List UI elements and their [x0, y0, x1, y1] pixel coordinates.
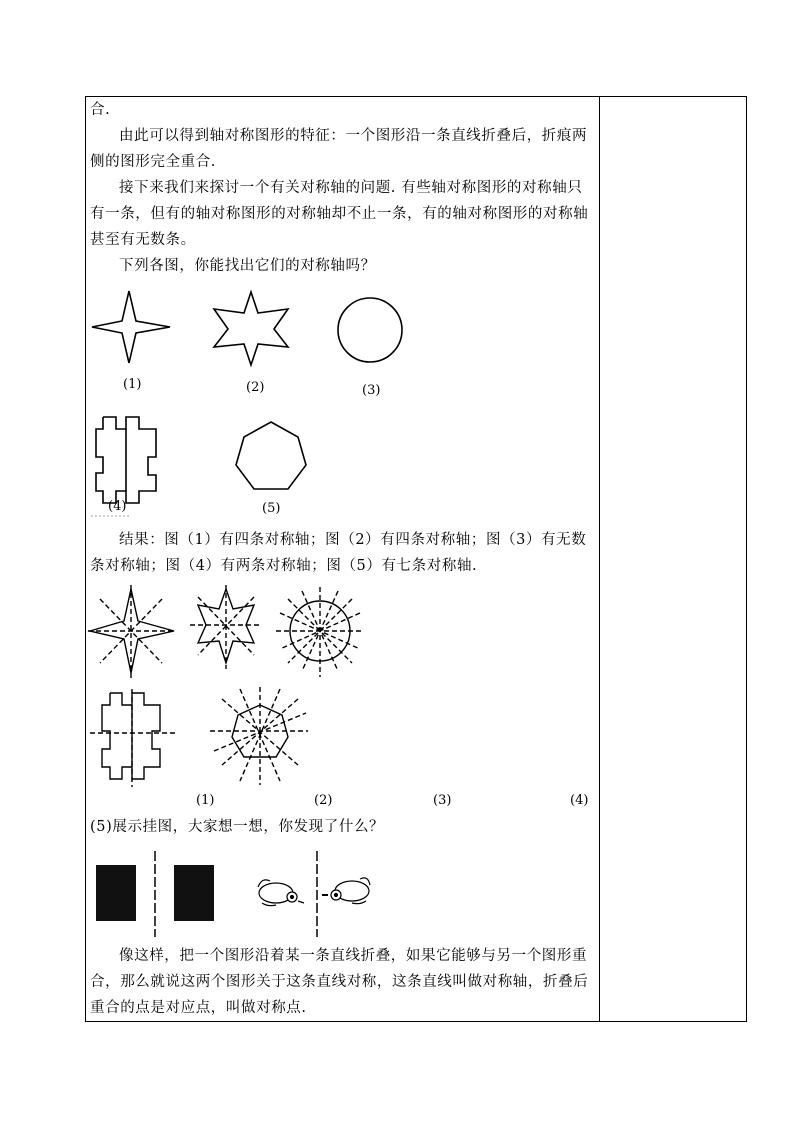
- paragraph-feature: 由此可以得到轴对称图形的特征：一个图形沿一条直线折叠后，折痕两侧的图形完全重合.: [90, 128, 588, 170]
- paragraph-definition: 像这样，把一个图形沿着某一条直线折叠，如果它能够与另一个图形重合，那么就说这两个图形关于这条直线对称，这条直线叫做对称轴，折叠后重合的点是对应点，叫做对称点.: [90, 948, 589, 1016]
- eight-star-with-axes: [190, 585, 262, 669]
- circle-shape: [338, 298, 402, 362]
- answer-figure-row-1: [86, 583, 376, 691]
- four-point-star-shape: [92, 291, 170, 363]
- answer-caption-1: (1): [196, 793, 215, 808]
- heptagon-with-axes: [210, 687, 308, 785]
- answer-figure-row-2: [86, 687, 346, 793]
- heptagon-shape: [236, 422, 306, 489]
- table-column-divider: [599, 96, 600, 1022]
- eight-point-star-shape: [214, 292, 288, 365]
- paragraph-axis-question: 接下来我们来探讨一个有关对称轴的问题. 有些轴对称图形的对称轴只有一条，但有的轴对称图形的对称轴却不止一条，有的轴对称图形的对称轴甚至有无数条。: [90, 180, 589, 248]
- paragraph-prompt: 下列各图，你能找出它们的对称轴吗？: [119, 258, 376, 274]
- figure-caption-5: (5): [262, 501, 281, 516]
- cartoon-bird-left: [258, 880, 304, 906]
- figure-caption-3: (3): [362, 383, 381, 398]
- paragraph-continuation: 合.: [90, 102, 111, 118]
- star-with-axes: [88, 585, 176, 679]
- lesson-content-cell: [86, 97, 599, 1021]
- black-rectangle-left: [96, 865, 136, 921]
- double-cross-with-axes: [90, 689, 178, 787]
- figure-caption-1: (1): [123, 377, 142, 392]
- black-rectangle-right: [174, 865, 214, 921]
- answer-caption-4: (4): [570, 793, 589, 808]
- wall-chart-figures: [86, 849, 386, 939]
- figure-caption-4: (4): [108, 499, 127, 514]
- paragraph-result: 结果：图（1）有四条对称轴；图（2）有四条对称轴；图（3）有无数条对称轴；图（4）有两条对称轴；图（5）有七条对称轴.: [90, 532, 587, 574]
- figure-row-2: [86, 415, 416, 525]
- answer-caption-2: (2): [314, 793, 333, 808]
- double-cross-shape: [96, 417, 156, 503]
- circle-with-axes: [276, 587, 364, 677]
- paragraph-wall-chart: (5)展示挂图，大家想一想，你发现了什么？: [90, 819, 385, 835]
- figure-caption-2: (2): [246, 380, 265, 395]
- answer-caption-3: (3): [433, 793, 452, 808]
- cartoon-bird-right: [331, 878, 370, 904]
